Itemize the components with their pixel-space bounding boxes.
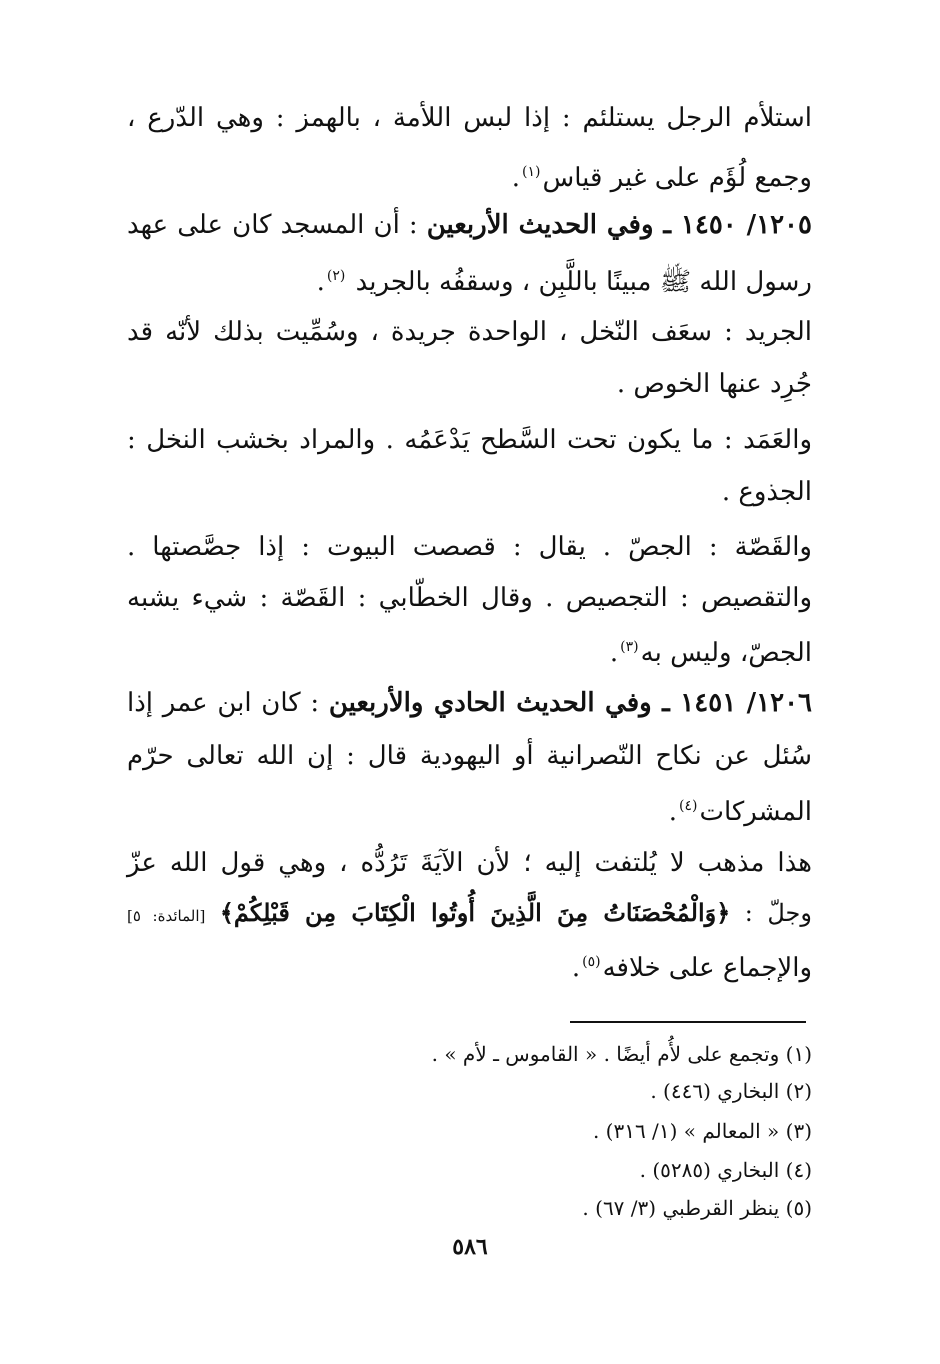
body-line: الجريد : سعَف النّخل ، الواحدة جريدة ، وسُمِّيت بذلك لأنّه قد xyxy=(127,317,812,347)
hadith-1205-line: ١٢٠٥/ ١٤٥٠ ـ وفي الحديث الأربعين : أن المسجد كان على عهد xyxy=(127,210,812,240)
body-line: جُرِد عنها الخوص . xyxy=(616,369,812,399)
body-line: الجصّ، وليس به$^{(٣)}$. xyxy=(609,638,812,668)
hadith-heading: ١٢٠٥/ ١٤٥٠ ـ وفي الحديث الأربعين xyxy=(426,210,812,240)
quran-verse: ﴿وَالْمُحْصَنَاتُ مِنَ الَّذِينَ أُوتُوا الْكِتَابَ مِن قَبْلِكُمْ﴾ xyxy=(219,898,731,927)
body-line: والعَمَد : ما يكون تحت السَّطح يَدْعَمُه . والمراد بخشب النخل : xyxy=(127,425,812,455)
footnote: (١) وتجمع على لأُم أيضًا . « القاموس ـ لأم » . xyxy=(431,1042,812,1066)
body-line: رسول الله ﷺ مبينًا باللَّبِن ، وسقفُه بالجريد $^{(٢)}$. xyxy=(316,267,812,297)
body-line: المشركات$^{(٤)}$. xyxy=(668,797,812,827)
body-line: سُئل عن نكاح النّصرانية أو اليهودية قال : إن الله تعالى حرّم xyxy=(127,741,812,771)
footnote-ref: (٤) xyxy=(679,798,698,814)
sura-reference: [المائدة: ٥] xyxy=(127,907,206,925)
footnote-separator xyxy=(570,1021,806,1023)
footnote-ref: (٢) xyxy=(326,268,346,284)
hadith-heading: ١٢٠٦/ ١٤٥١ ـ وفي الحديث الحادي والأربعين xyxy=(328,688,813,718)
footnote: (٣) « المعالم » (١/ ٣١٦) . xyxy=(592,1119,812,1143)
body-line: استلأم الرجل يستلئم : إذا لبس اللأمة ، بالهمز : وهي الدّرع ، xyxy=(127,103,812,133)
footnote-ref: (٣) xyxy=(620,639,639,655)
footnote-ref: (١) xyxy=(522,164,541,180)
body-line: والتقصيص : التجصيص . وقال الخطّابي : القَصّة : شيء يشبه xyxy=(127,583,812,613)
body-line: الجذوع . xyxy=(721,477,812,507)
footnote: (٤) البخاري (٥٢٨٥) . xyxy=(639,1158,812,1182)
body-line: والإجماع على خلافه$^{(٥)}$. xyxy=(571,953,812,983)
body-line: هذا مذهب لا يُلتفت إليه ؛ لأن الآيَةَ تَرُدُّه ، وهي قول الله عزّ xyxy=(127,848,813,878)
body-line: وجمع لُؤَم على غير قياس$^{(١)}$. xyxy=(511,163,812,193)
body-line: والقَصّة : الجصّ . يقال : قصصت البيوت : إذا جصَّصتها . xyxy=(127,532,812,562)
footnote-ref: (٥) xyxy=(582,954,601,970)
hadith-1206-line: ١٢٠٦/ ١٤٥١ ـ وفي الحديث الحادي والأربعين : كان ابن عمر إذا xyxy=(127,688,813,718)
page-number: ٥٨٦ xyxy=(452,1234,488,1260)
footnote: (٢) البخاري (٤٤٦) . xyxy=(650,1079,812,1103)
footnote: (٥) ينظر القرطبي (٣/ ٦٧) . xyxy=(582,1196,812,1220)
quran-verse-line: وجلّ : ﴿وَالْمُحْصَنَاتُ مِنَ الَّذِينَ أُوتُوا الْكِتَابَ مِن قَبْلِكُمْ﴾ [المائدة: ٥] xyxy=(127,898,812,927)
